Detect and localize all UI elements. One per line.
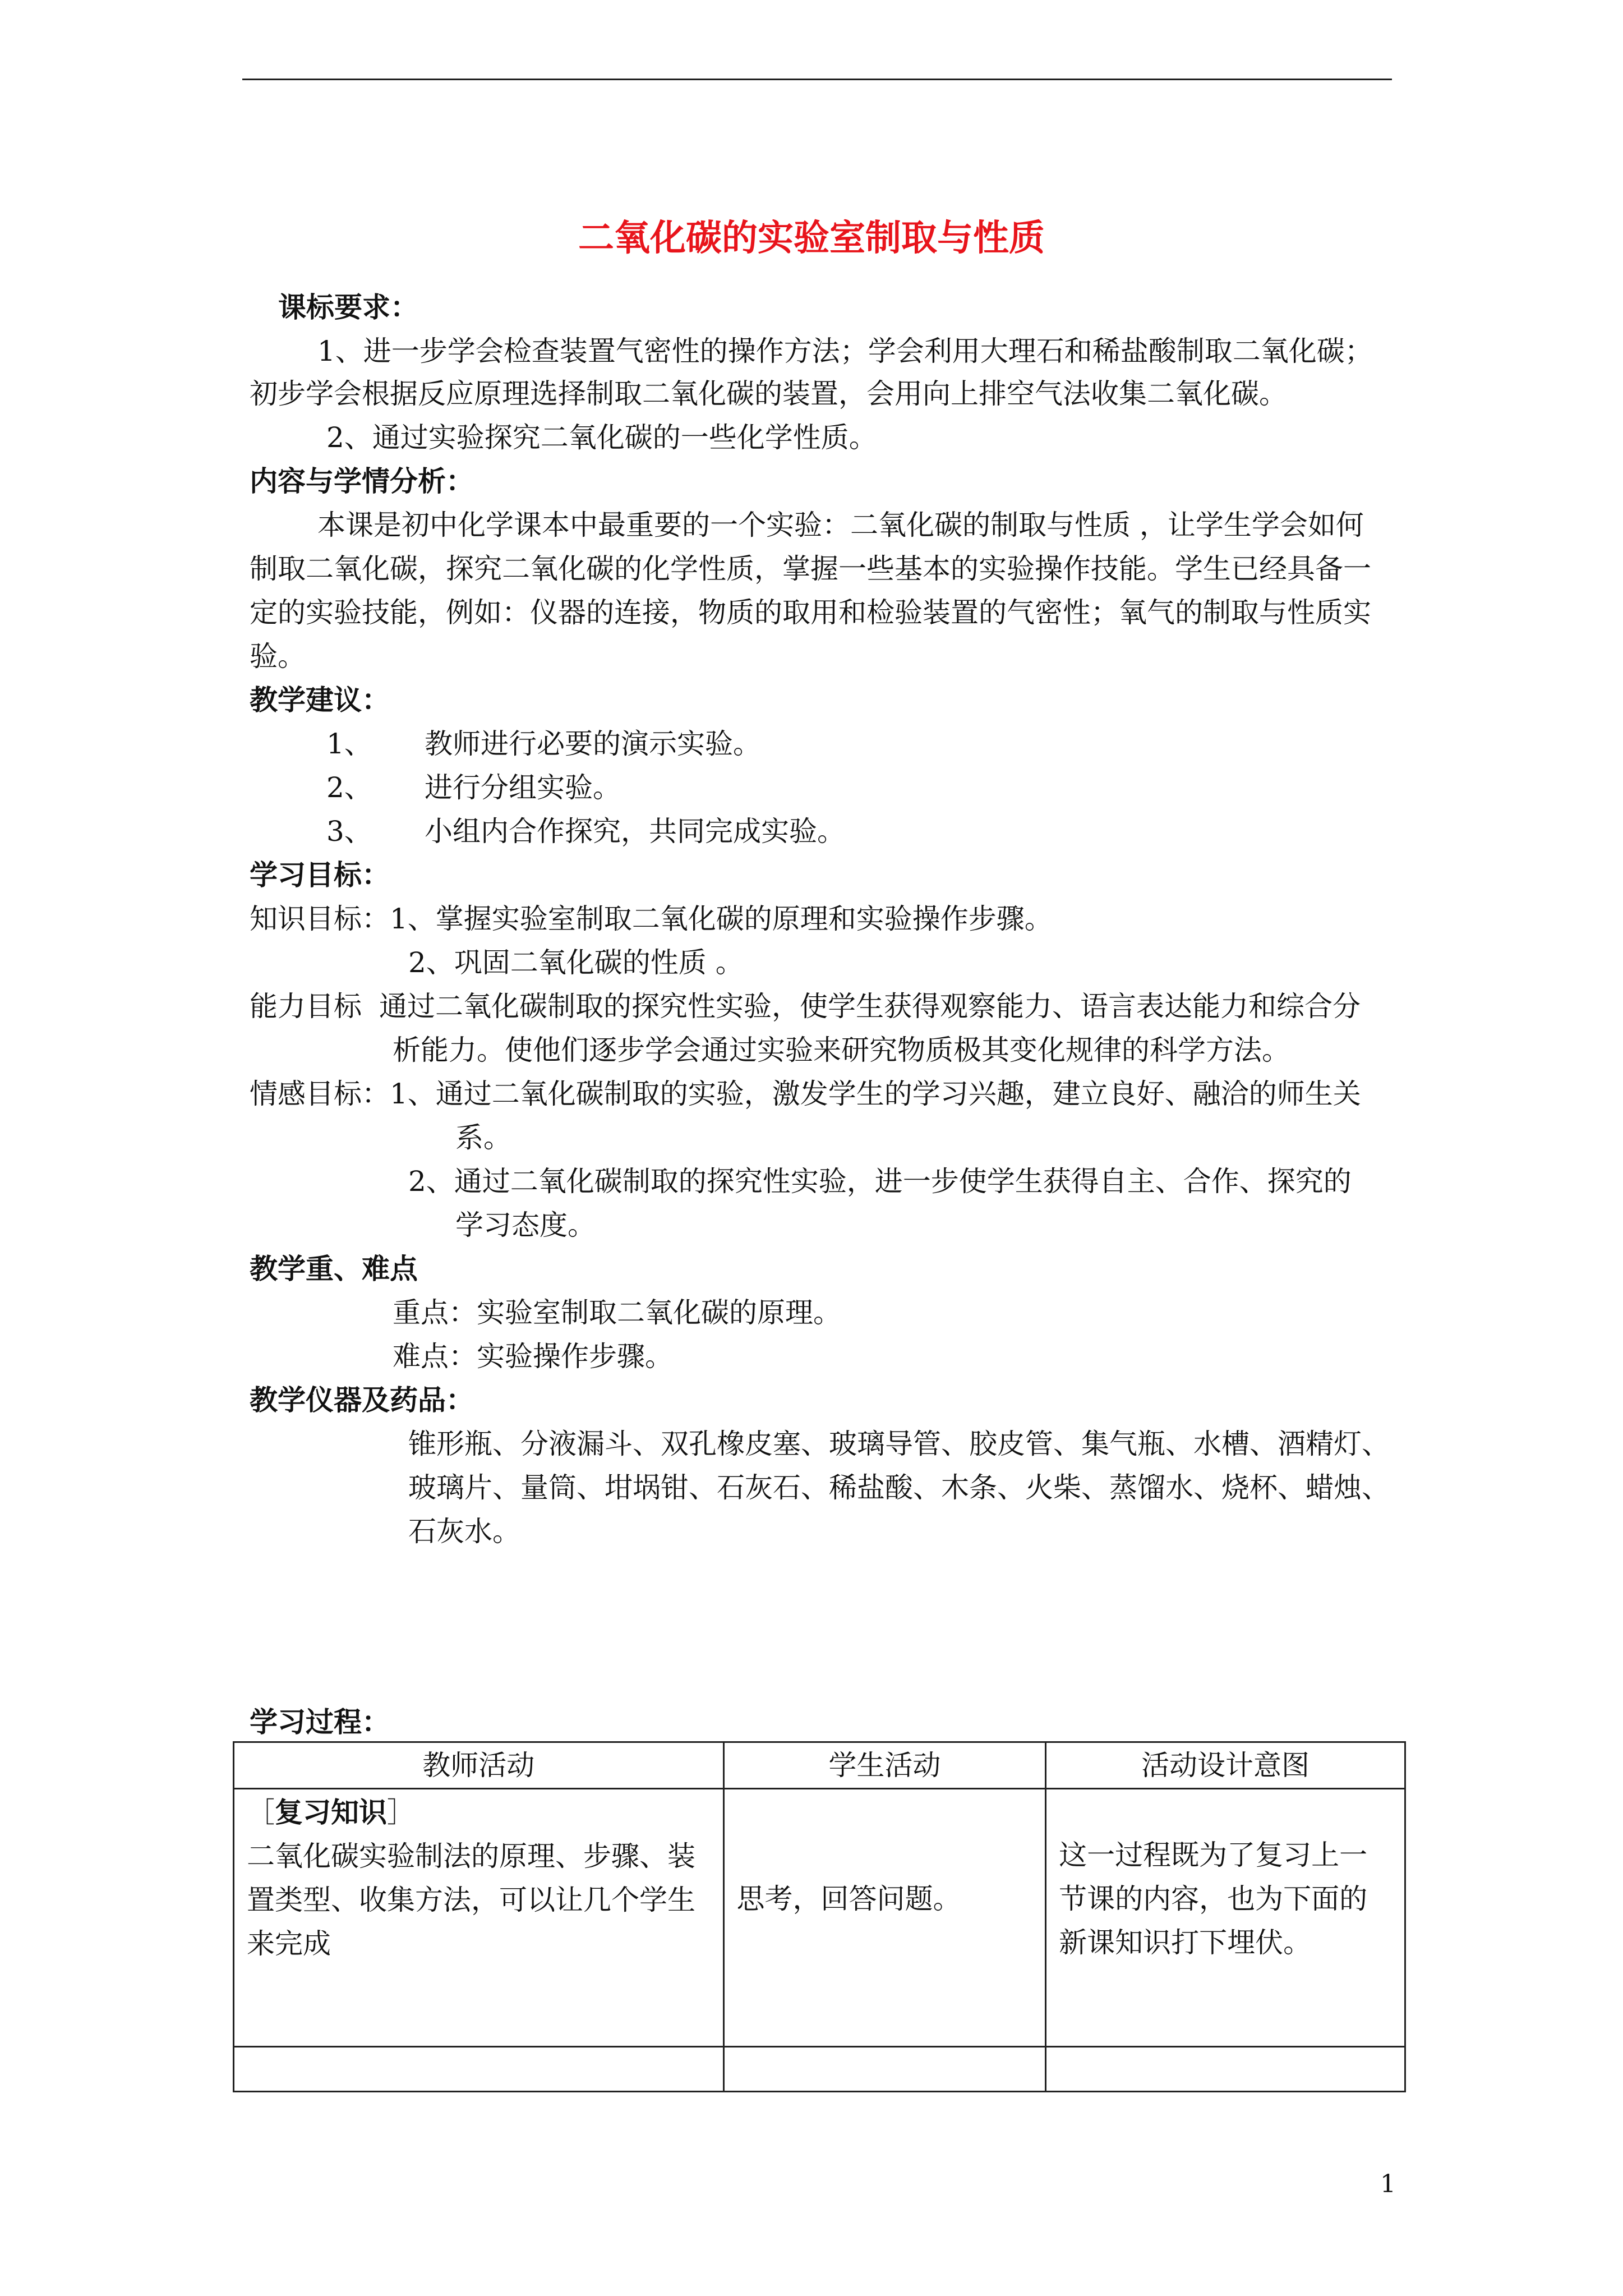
suggestion-item-2 bbox=[326, 771, 621, 804]
empty-cell bbox=[234, 2047, 724, 2092]
suggestion-text: 进行分组实验。 bbox=[425, 771, 621, 804]
key-point: 重点：实验室制取二氧化碳的原理。 bbox=[393, 1296, 841, 1329]
page-number: 1 bbox=[1380, 2170, 1396, 2198]
suggestions-heading: 教学建议： bbox=[250, 684, 390, 716]
objectives-heading: 学习目标： bbox=[250, 859, 390, 891]
process-heading: 学习过程： bbox=[250, 1706, 390, 1738]
analysis-line-2: 制取二氧化碳，探究二氧化碳的化学性质，掌握一些基本的实验操作技能。学生已经具备一 bbox=[250, 553, 1371, 585]
suggestion-text: 小组内合作探究，共同完成实验。 bbox=[425, 815, 845, 848]
curriculum-heading: 课标要求： bbox=[278, 291, 418, 324]
table-header-row bbox=[234, 1742, 1405, 1789]
materials-line-3: 石灰水。 bbox=[408, 1515, 520, 1548]
suggestion-number: 2、 bbox=[326, 771, 372, 804]
review-label-text: 复习知识 bbox=[275, 1796, 387, 1829]
materials-line-1: 锥形瓶、分液漏斗、双孔橡皮塞、玻璃导管、胶皮管、集气瓶、水槽、酒精灯、 bbox=[408, 1428, 1390, 1460]
curriculum-item-1-line-1: 1、进一步学会检查装置气密性的操作方法；学会利用大理石和稀盐酸制取二氧化碳； bbox=[317, 335, 1373, 367]
column-header-student: 学生活动 bbox=[723, 1742, 1046, 1789]
analysis-line-1: 本课是初中化学课本中最重要的一个实验：二氧化碳的制取与性质 ，让学生学会如何 bbox=[317, 509, 1364, 541]
review-bracket-open: ［ bbox=[247, 1796, 275, 1829]
teacher-activity-cell bbox=[234, 1789, 724, 2047]
knowledge-objective-2: 2、巩固二氧化碳的性质 。 bbox=[408, 946, 744, 979]
suggestion-number: 1、 bbox=[326, 728, 372, 760]
empty-cell bbox=[723, 2047, 1046, 2092]
intent-cell bbox=[1046, 1789, 1405, 2047]
column-header-teacher: 教师活动 bbox=[234, 1742, 724, 1789]
table-row-empty bbox=[234, 2047, 1405, 2092]
materials-line-2: 玻璃片、量筒、坩埚钳、石灰石、稀盐酸、木条、火柴、蒸馏水、烧杯、蜡烛、 bbox=[408, 1471, 1390, 1504]
empty-cell bbox=[1046, 2047, 1405, 2092]
curriculum-item-2: 2、通过实验探究二氧化碳的一些化学性质。 bbox=[326, 421, 877, 454]
student-activity-text: 思考，回答问题。 bbox=[736, 1883, 961, 1915]
analysis-heading: 内容与学情分析： bbox=[250, 465, 474, 498]
student-activity-cell bbox=[723, 1789, 1046, 2047]
table-row bbox=[234, 1789, 1405, 2047]
header-rule bbox=[242, 79, 1392, 80]
emotion-objective-2-line-1: 2、通过二氧化碳制取的探究性实验，进一步使学生获得自主、合作、探究的 bbox=[408, 1165, 1352, 1198]
knowledge-objective-label: 知识目标： bbox=[250, 903, 390, 935]
suggestion-item-3 bbox=[326, 815, 845, 848]
document-title: 二氧化碳的实验室制取与性质 bbox=[578, 218, 1045, 259]
column-header-intent: 活动设计意图 bbox=[1046, 1742, 1405, 1789]
intent-text: 这一过程既为了复习上一节课的内容，也为下面的新课知识打下埋伏。 bbox=[1059, 1839, 1368, 1959]
difficult-point: 难点：实验操作步骤。 bbox=[393, 1340, 673, 1373]
materials-heading: 教学仪器及药品： bbox=[250, 1384, 474, 1416]
emotion-objective-1-line-1: 1、通过二氧化碳制取的实验，激发学生的学习兴趣，建立良好、融洽的师生关 bbox=[390, 1078, 1361, 1110]
analysis-line-4: 验。 bbox=[250, 640, 306, 673]
teacher-activity-text: 二氧化碳实验制法的原理、步骤、装置类型、收集方法，可以让几个学生来完成 bbox=[247, 1840, 695, 1960]
emotion-objective-label: 情感目标： bbox=[250, 1078, 390, 1110]
ability-objective-label: 能力目标 bbox=[250, 990, 362, 1023]
key-points-heading: 教学重、难点 bbox=[250, 1253, 418, 1285]
review-label bbox=[247, 1791, 711, 1834]
emotion-objective-2-line-2: 学习态度。 bbox=[455, 1209, 596, 1241]
curriculum-item-1-line-2: 初步学会根据反应原理选择制取二氧化碳的装置，会用向上排空气法收集二氧化碳。 bbox=[250, 378, 1287, 410]
learning-process-table bbox=[233, 1741, 1406, 2092]
emotion-objective-1-line-2: 系。 bbox=[455, 1121, 511, 1154]
suggestion-item-1 bbox=[326, 727, 761, 761]
ability-objective-line-2: 析能力。使他们逐步学会通过实验来研究物质极其变化规律的科学方法。 bbox=[393, 1034, 1290, 1066]
analysis-line-3: 定的实验技能，例如：仪器的连接，物质的取用和检验装置的气密性；氧气的制取与性质实 bbox=[250, 596, 1371, 629]
suggestion-number: 3、 bbox=[326, 815, 372, 848]
review-bracket-close: ］ bbox=[387, 1796, 415, 1829]
ability-objective-line-1: 通过二氧化碳制取的探究性实验，使学生获得观察能力、语言表达能力和综合分 bbox=[379, 990, 1361, 1023]
suggestion-text: 教师进行必要的演示实验。 bbox=[425, 728, 761, 760]
knowledge-objective-1: 1、掌握实验室制取二氧化碳的原理和实验操作步骤。 bbox=[390, 903, 1053, 935]
